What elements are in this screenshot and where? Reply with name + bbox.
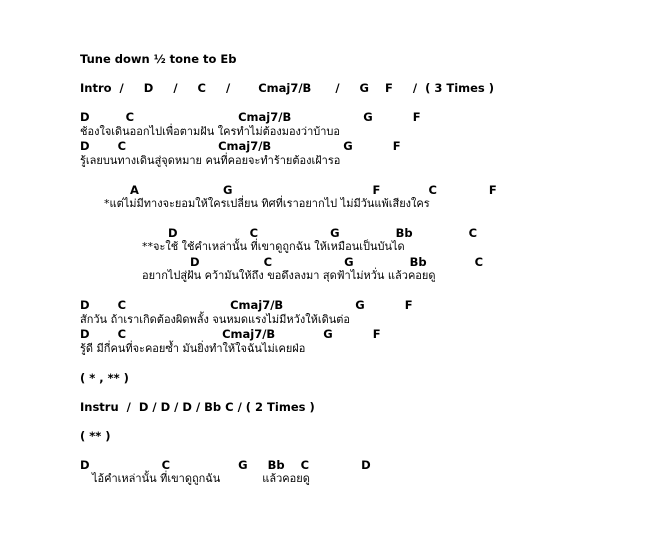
lyric-line: **จะใช้ ใช้คำเหล่านั้น ที่เขาดูถูกฉัน ให้เหมือนเป็นบันได <box>142 240 405 253</box>
chord-line: D C Cmaj7/B G F <box>80 298 413 312</box>
lyric-line: รู้เลยบนทางเดินสู่จุดหมาย คนที่คอยจะทำร้ายต้องเฝ้ารอ <box>80 154 341 167</box>
instrumental-line: Instru / D / D / D / Bb C / ( 2 Times ) <box>80 400 315 414</box>
chord-line: D C Cmaj7/B G F <box>80 110 421 124</box>
chord-line: D C G Bb C <box>190 255 484 269</box>
lyric-line: ไอ้คำเหล่านั้น ที่เขาดูถูกฉัน แล้วคอยดู <box>92 472 310 485</box>
intro-line: Intro / D / C / Cmaj7/B / G F / ( 3 Times ) <box>80 81 495 95</box>
repeat-marker: ( ** ) <box>80 429 111 443</box>
chord-line: D C Cmaj7/B G F <box>80 327 381 341</box>
repeat-marker: ( * , ** ) <box>80 371 129 385</box>
lyric-line: *แต่ไม่มีทางจะยอมให้ใครเปลี่ยน ทิศที่เราอยากไป ไม่มีวันแพ้เสียงใคร <box>104 197 430 210</box>
chord-line: D C G Bb C <box>168 226 478 240</box>
lyric-line: สักวัน ถ้าเราเกิดต้องผิดพลั้ง จนหมดแรงไม่มีหวังให้เดินต่อ <box>80 313 350 326</box>
chord-line: D C Cmaj7/B G F <box>80 139 401 153</box>
lyric-line: รู้ดี มีกี่คนที่จะคอยซ้ำ มันยิ่งทำให้ใจฉันไม่เคยฝ่อ <box>80 342 306 355</box>
lyric-line: อยากไปสู่ฝัน คว้ามันให้ถึง ขอดึงลงมา สุดฟ้าไม่หวั่น แล้วคอยดู <box>142 269 436 282</box>
chord-line: D C G Bb C D <box>80 458 371 472</box>
chord-line: A G F C F <box>130 183 497 197</box>
tuning-note: Tune down ½ tone to Eb <box>80 52 237 66</box>
lyric-line: ช้องใจเดินออกไปเพื่อตามฝัน ใครทำไม่ต้องมองว่าบ้าบอ <box>80 125 341 138</box>
